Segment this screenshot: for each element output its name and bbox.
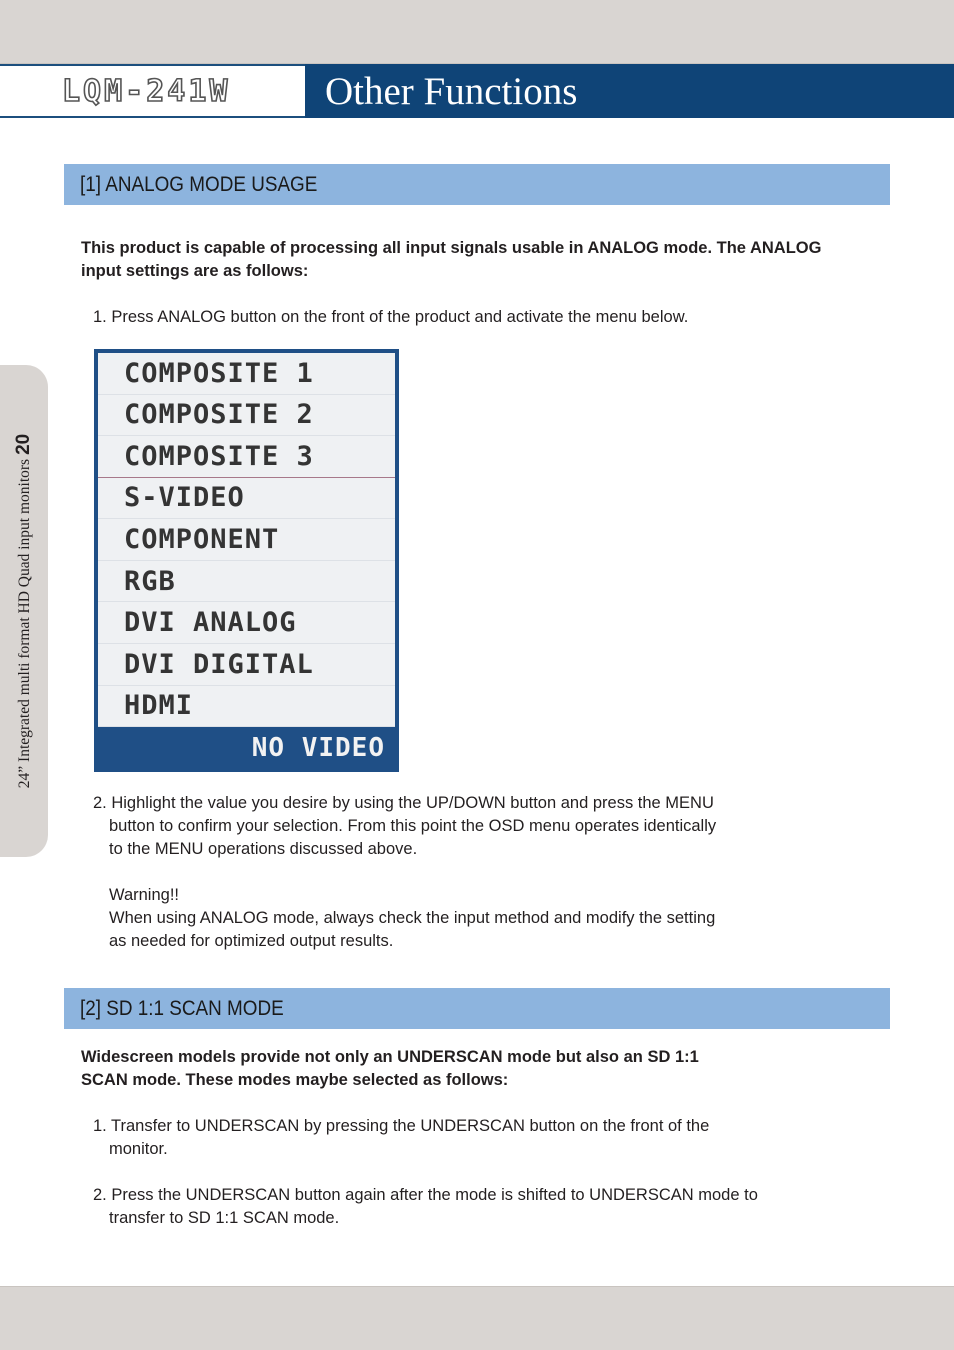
sd-scan-step-2 [93, 1184, 758, 1230]
side-caption-text: 24” Integrated multi format HD Quad input monitors [16, 458, 33, 789]
sd-scan-intro [81, 1046, 699, 1092]
analog-step-2-line: to the MENU operations discussed above. [109, 840, 418, 858]
section-heading-analog [64, 164, 890, 205]
analog-step-1: 1. Press ANALOG button on the front of the product and activate the menu below. [93, 308, 689, 326]
section-heading-sd-scan [64, 988, 890, 1029]
section-heading-analog-text: [1] ANALOG MODE USAGE [80, 172, 318, 196]
sd-scan-step-1-line: 1. Transfer to UNDERSCAN by pressing the UNDERSCAN button on the front of the [93, 1117, 710, 1135]
sd-scan-step-2-line: transfer to SD 1:1 SCAN mode. [109, 1209, 340, 1227]
sd-scan-intro-line: Widescreen models provide not only an UNDERSCAN mode but also an SD 1:1 [81, 1048, 699, 1066]
title-band [305, 64, 954, 118]
osd-menu-item: HDMI [98, 686, 395, 728]
osd-status-bar: NO VIDEO [98, 727, 395, 768]
page-number: 20 [13, 433, 34, 455]
model-label-box [0, 64, 305, 118]
osd-menu-item: COMPONENT [98, 519, 395, 561]
bottom-frame-bar [0, 1286, 954, 1350]
sd-scan-step-1 [93, 1115, 709, 1161]
osd-menu-item: COMPOSITE 1 [98, 353, 395, 395]
warning-line: as needed for optimized output results. [109, 932, 394, 950]
sd-scan-intro-line: SCAN mode. These modes maybe selected as follows: [81, 1071, 509, 1089]
top-frame-bar [0, 0, 954, 64]
analog-warning [109, 884, 715, 953]
osd-menu-item: DVI ANALOG [98, 602, 395, 644]
osd-menu-item: RGB [98, 561, 395, 603]
analog-step-2-line: 2. Highlight the value you desire by using the UP/DOWN button and press the MENU [93, 794, 714, 812]
osd-menu-item: DVI DIGITAL [98, 644, 395, 686]
analog-intro-line: This product is capable of processing all input signals usable in ANALOG mode. The ANALOG [81, 239, 822, 257]
model-name: LQM-241W [62, 73, 231, 109]
osd-menu-item: COMPOSITE 2 [98, 395, 395, 437]
page-title: Other Functions [325, 69, 578, 113]
sd-scan-step-1-line: monitor. [109, 1140, 168, 1158]
osd-menu-item: COMPOSITE 3 [98, 436, 395, 478]
osd-menu-item: S-VIDEO [98, 478, 395, 520]
osd-menu-list [98, 353, 395, 768]
analog-intro-line: input settings are as follows: [81, 262, 309, 280]
analog-step-2 [93, 792, 716, 861]
warning-line: When using ANALOG mode, always check the input method and modify the setting [109, 909, 716, 927]
side-caption [13, 434, 35, 788]
section-heading-sd-scan-text: [2] SD 1:1 SCAN MODE [80, 996, 284, 1020]
analog-intro [81, 237, 821, 283]
osd-input-menu [94, 349, 399, 772]
sd-scan-step-2-line: 2. Press the UNDERSCAN button again after the mode is shifted to UNDERSCAN mode to [93, 1186, 758, 1204]
analog-step-2-line: button to confirm your selection. From this point the OSD menu operates identically [109, 817, 717, 835]
warning-title: Warning!! [109, 886, 179, 904]
